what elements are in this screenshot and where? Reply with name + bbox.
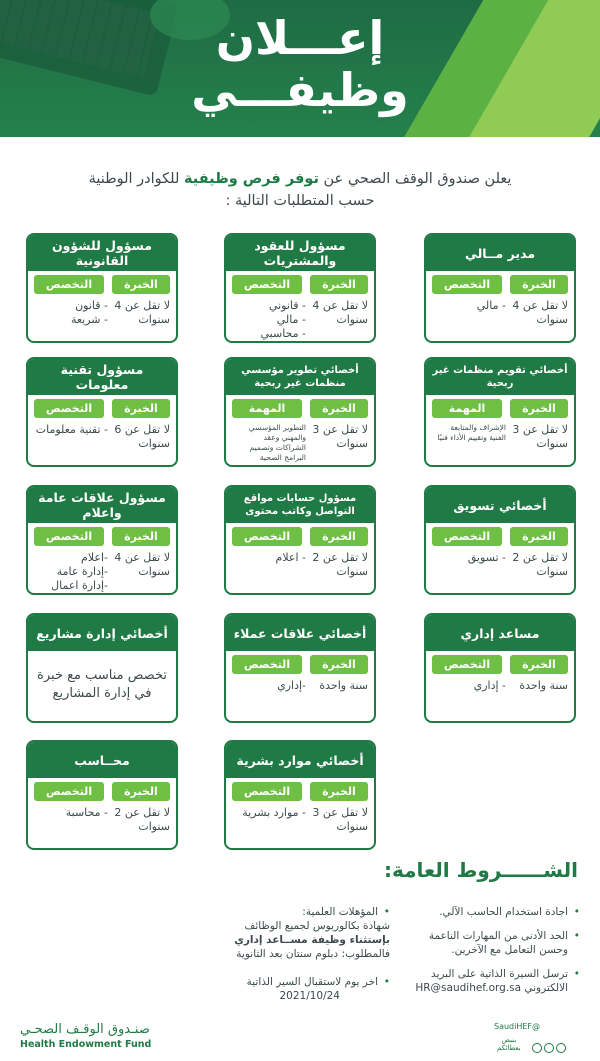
intro-post: للكوادر الوطنية حسب المتطلبات التالية :: [88, 171, 375, 209]
job-title: مسؤول للعقود والمشتريات: [226, 235, 374, 271]
job-card: [224, 613, 376, 723]
experience-label: الخبرة: [310, 275, 368, 294]
job-title: مسؤول حسابات مواقع التواصل وكاتب محتوى: [226, 487, 374, 523]
slogan: [497, 1036, 521, 1052]
job-title: مدير مــالي: [426, 235, 574, 271]
org-logo: [20, 1022, 170, 1051]
specialty-label: التخصص: [232, 655, 302, 674]
experience-label: الخبرة: [510, 399, 568, 418]
social-handle: [494, 1022, 584, 1031]
job-card: [224, 485, 376, 595]
intro-text: [70, 168, 530, 212]
social-handle-text: @SaudiHEF: [494, 1022, 541, 1031]
experience-label: الخبرة: [310, 527, 368, 546]
specialty-label: التخصص: [34, 782, 104, 801]
job-card: [224, 233, 376, 343]
experience-label: الخبرة: [510, 655, 568, 674]
job-title: مسؤول علاقات عامة واعلام: [28, 487, 176, 523]
job-card: [26, 357, 178, 467]
twitter-icon: [556, 1043, 566, 1053]
condition-item: • الحد الأدنى من المهارات الناعمة وحسن التعامل مع الآخرين.: [400, 929, 580, 957]
condition-item: • ترسل السيرة الذاتية على البريد الالكتروني HR@saudihef.org.sa: [400, 967, 580, 995]
specialty-value: - موارد بشرية: [242, 806, 306, 819]
experience-label: الخبرة: [112, 275, 170, 294]
experience-value: لا تقل عن 4 سنوات: [312, 299, 368, 326]
social-icons: [530, 1037, 566, 1056]
header-banner: [0, 0, 600, 137]
specialty-value: - محاسبة: [65, 806, 108, 819]
deadline-label: • اخر يوم لاستقبال السير الذاتية: [190, 975, 390, 989]
experience-value: لا تقل عن 4 سنوات: [512, 299, 568, 326]
org-name-ar: صنـدوق الوقـف الصحـي: [20, 1022, 150, 1037]
experience-value: لا تقل عن 6 سنوات: [114, 423, 170, 450]
job-title: أخصائي تقويم منظمات غير ربحية: [426, 359, 574, 395]
specialty-label: التخصص: [432, 655, 502, 674]
experience-label: الخبرة: [112, 399, 170, 418]
specialty-label: التخصص: [34, 275, 104, 294]
job-description: تخصص مناسب مع خبرة في إدارة المشاريع: [37, 668, 167, 701]
headline-line2: وظيفـــي: [191, 63, 409, 117]
headline-line1: إعـــلان: [215, 11, 385, 65]
intro-pre: يعلن صندوق الوقف الصحي عن: [318, 171, 512, 187]
job-title: مسؤول تقنية معلومات: [28, 359, 176, 395]
job-title: أخصائي موارد بشرية: [226, 742, 374, 778]
experience-value: لا تقل عن 3 سنوات: [312, 806, 368, 833]
experience-label: الخبرة: [112, 782, 170, 801]
job-title: مساعد إداري: [426, 615, 574, 651]
experience-label: الخبرة: [310, 782, 368, 801]
qualification-line: فالمطلوب: دبلوم سنتان بعد الثانوية: [236, 948, 390, 960]
org-name-en: Health Endowment Fund: [20, 1039, 152, 1050]
specialty-value: الإشراف والمتابعة الفنية وتقييم الأداء فنيًا: [437, 423, 506, 442]
conditions-title: الشــــــروط العامة:: [383, 858, 578, 882]
specialty-label: التخصص: [34, 399, 104, 418]
specialty-label: التخصص: [232, 782, 302, 801]
slogan-line1: بنبض: [501, 1036, 517, 1044]
experience-value: لا تقل عن 3 سنوات: [512, 423, 568, 450]
instagram-icon: [544, 1043, 554, 1053]
job-card: [26, 740, 178, 850]
specialty-label: التخصص: [432, 527, 502, 546]
job-card: [26, 485, 178, 595]
job-card: [26, 613, 178, 723]
job-card: [424, 233, 576, 343]
specialty-value: - تسويق: [467, 551, 506, 564]
job-title: أخصائي تطوير مؤسسي منظمات غير ربحية: [226, 359, 374, 395]
experience-value: لا تقل عن 4 سنوات: [114, 551, 170, 578]
specialty-value: التطوير المؤسسي والمهني وعقد الشراكات وتصميم البرامج الصحية: [248, 423, 306, 462]
experience-value: سنة واحدة: [319, 679, 368, 692]
job-card: [224, 357, 376, 467]
specialty-value: - قانون - شريعة: [70, 299, 108, 326]
job-card: [424, 485, 576, 595]
job-title: أخصائي تسويق: [426, 487, 574, 523]
experience-label: الخبرة: [510, 275, 568, 294]
slogan-line2: بعطائكم: [497, 1044, 521, 1052]
experience-value: لا تقل عن 3 سنوات: [312, 423, 368, 450]
specialty-label: التخصص: [34, 527, 104, 546]
condition-item: • اجادة استخدام الحاسب الآلي.: [400, 905, 580, 919]
specialty-label: التخصص: [232, 527, 302, 546]
experience-label: الخبرة: [310, 655, 368, 674]
qualification-line: شهادة بكالوريوس لجميع الوظائف: [244, 920, 390, 932]
job-title: أخصائي إدارة مشاريع: [28, 615, 176, 651]
specialty-value: - اعلام: [275, 551, 306, 564]
conditions-left-column: [190, 905, 390, 1003]
experience-value: لا تقل عن 4 سنوات: [114, 299, 170, 326]
specialty-value: - قانوني - مالي - محاسبي: [260, 299, 306, 340]
experience-value: لا تقل عن 2 سنوات: [114, 806, 170, 833]
specialty-label: المهمة: [232, 399, 302, 418]
job-title: مسؤول للشؤون القانونية: [28, 235, 176, 271]
specialty-value: - إداري: [473, 679, 506, 692]
experience-label: الخبرة: [112, 527, 170, 546]
experience-label: الخبرة: [310, 399, 368, 418]
job-card: [224, 740, 376, 850]
qualifications-title: • المؤهلات العلمية:: [190, 905, 390, 919]
specialty-label: التخصص: [232, 275, 302, 294]
specialty-value: - تقنية معلومات: [35, 423, 108, 436]
intro-bold: توفر فرص وظيفية: [184, 171, 319, 187]
specialty-value: -اعلام -إدارة عامة -إدارة اعمال: [51, 551, 108, 592]
job-title: محــاسب: [28, 742, 176, 778]
experience-label: الخبرة: [510, 527, 568, 546]
specialty-label: التخصص: [432, 275, 502, 294]
job-card: [424, 613, 576, 723]
specialty-value: - مالي: [476, 299, 506, 312]
specialty-label: المهمة: [432, 399, 502, 418]
snapchat-icon: [532, 1043, 542, 1053]
job-card: [26, 233, 178, 343]
experience-value: سنة واحدة: [519, 679, 568, 692]
qualification-line: بإستثناء وظيفة مســاعد إداري: [234, 934, 390, 946]
experience-value: لا تقل عن 2 سنوات: [512, 551, 568, 578]
deadline-date: 2021/10/24: [279, 990, 340, 1002]
job-title: أخصائي علاقات عملاء: [226, 615, 374, 651]
job-card: [424, 357, 576, 467]
conditions-right-column: [400, 905, 580, 1005]
specialty-value: -إداري: [277, 679, 306, 692]
experience-value: لا تقل عن 2 سنوات: [312, 551, 368, 578]
